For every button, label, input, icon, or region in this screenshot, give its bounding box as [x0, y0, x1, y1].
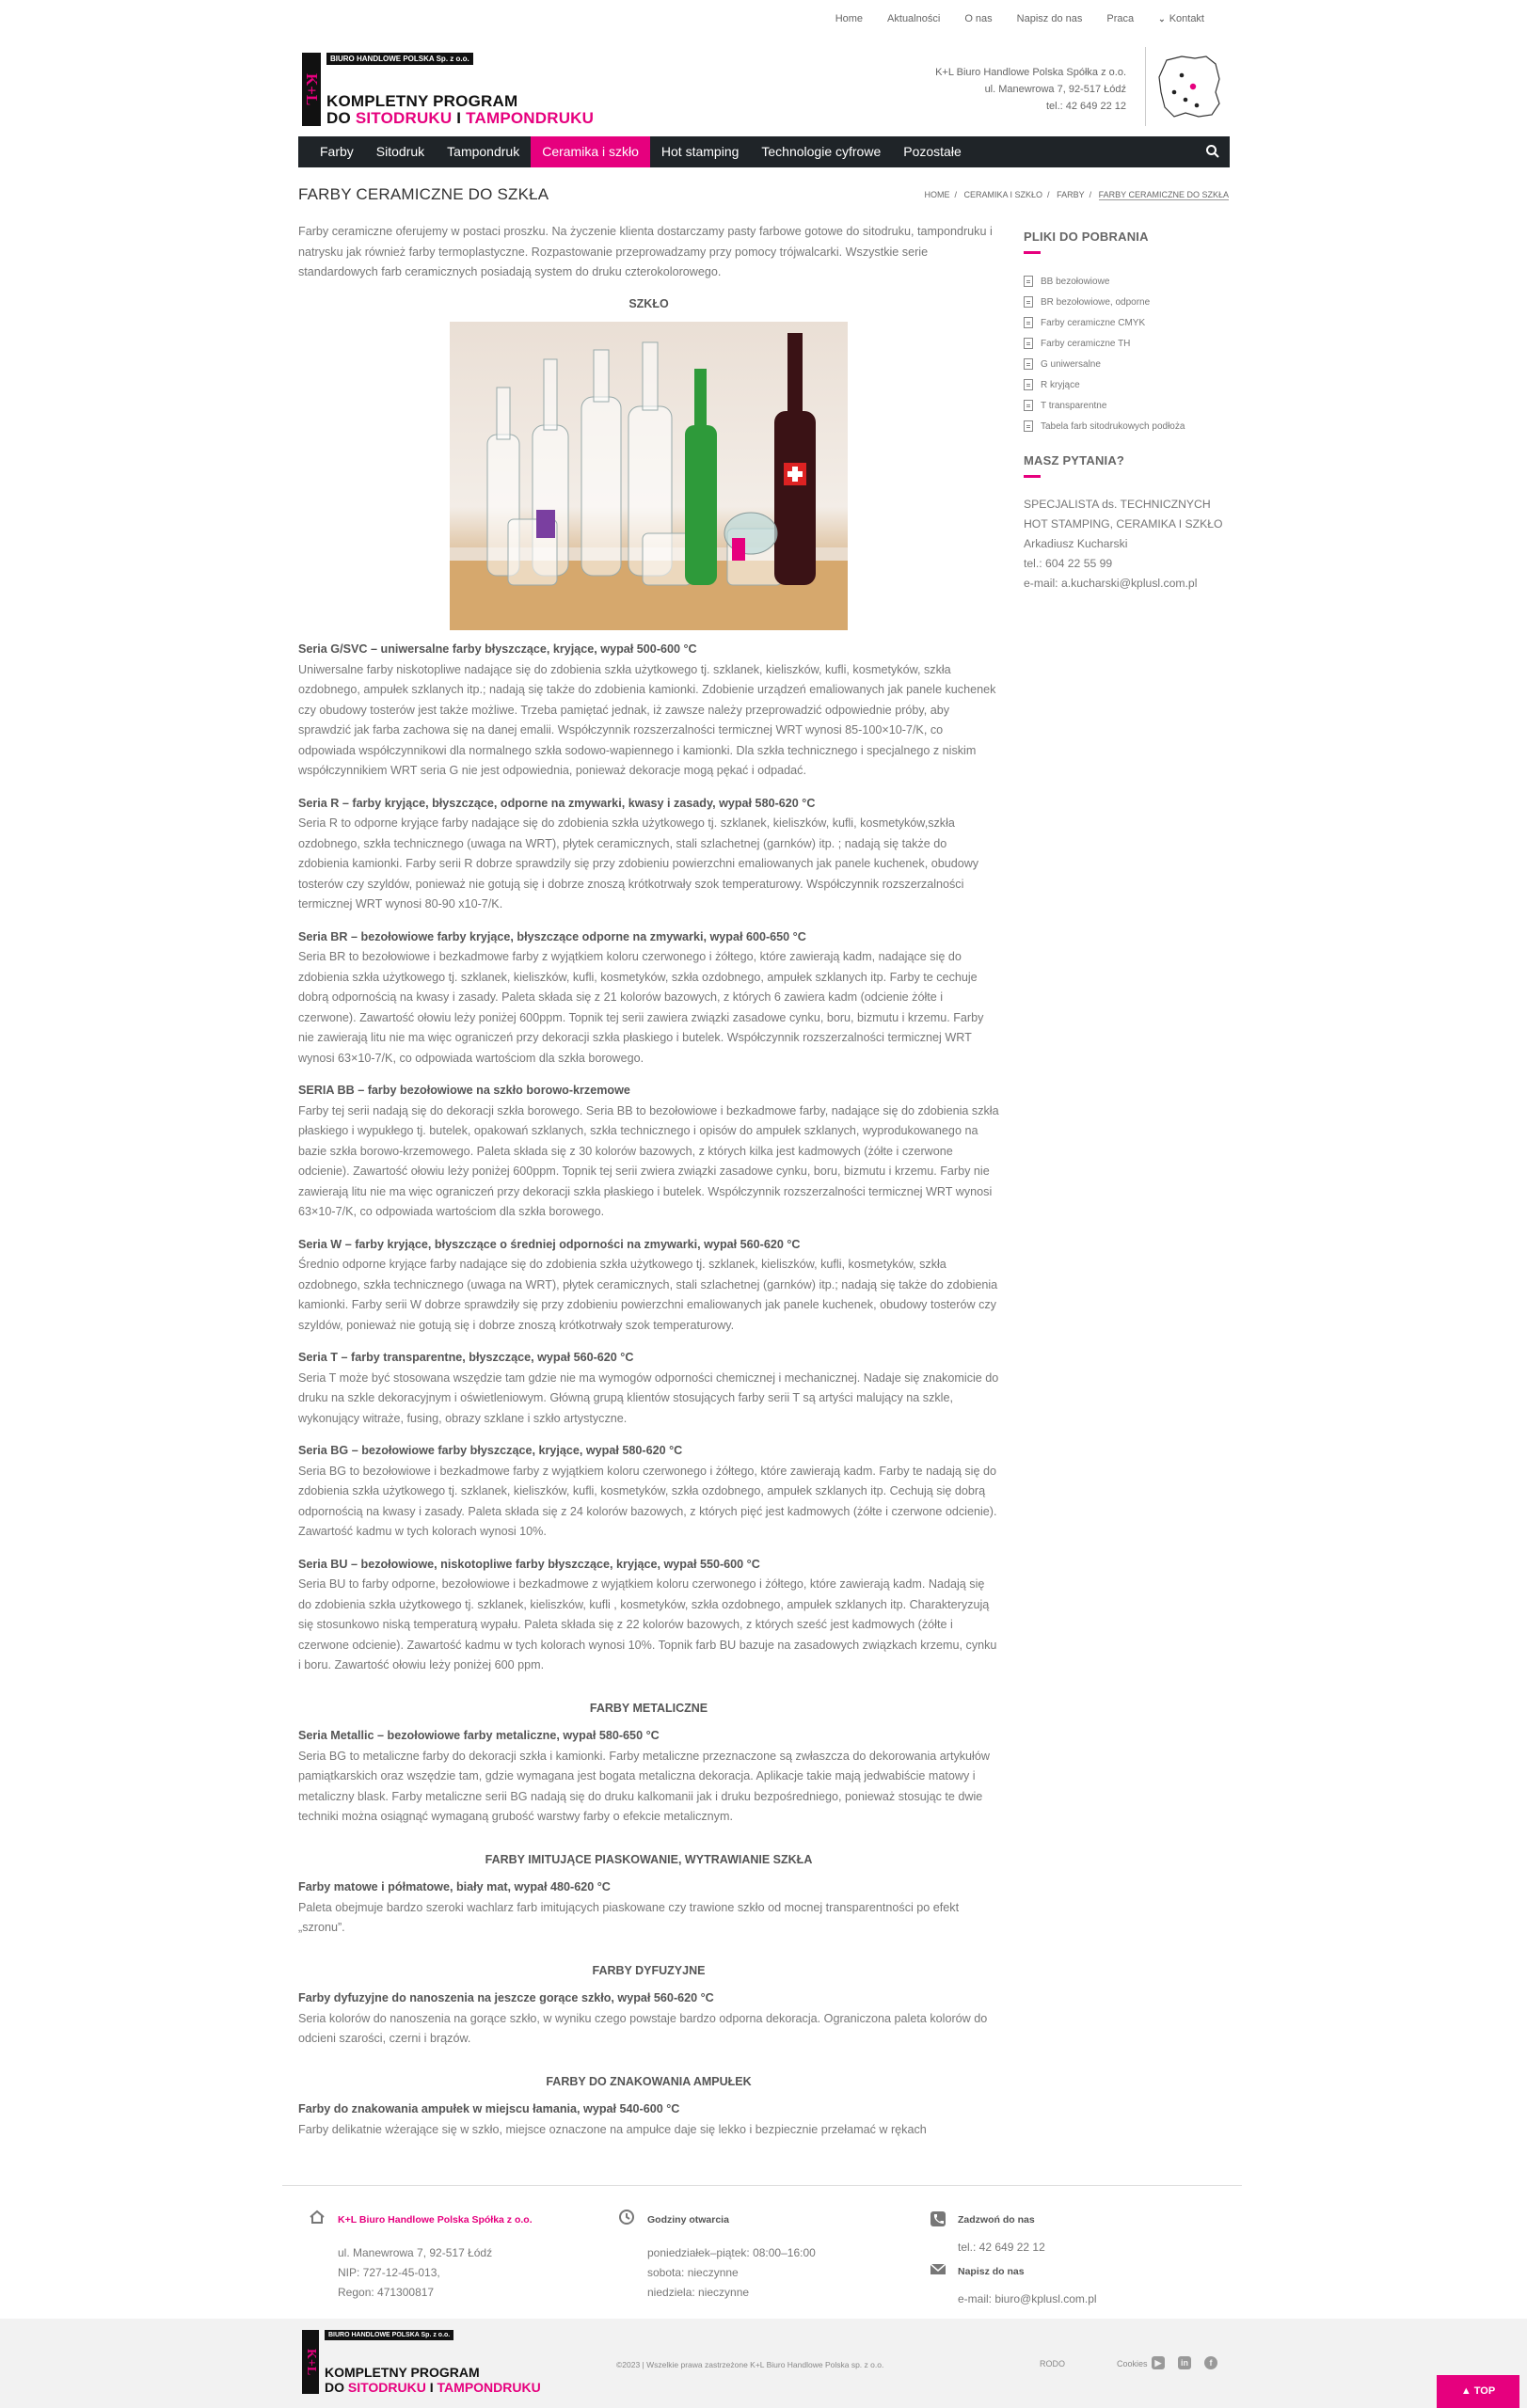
footer-company: [338, 2210, 533, 2303]
group-heading-metallic: FARBY METALICZNE: [589, 1701, 708, 1715]
main-content: [298, 222, 999, 2152]
series-description: Seria BU to farby odporne, bezołowiowe i bezkadmowe z wyjątkiem koloru czerwonego i żółtego, które zawierają kadm. Nadają się do zdobienia szkła użytkowego tj. szklanek, kieliszków, kufli , kosmetyków, szkła ozdobnego, ampułek szklanych itp. Charakteryzują się stosunkowo niską temperaturą wypału. Paleta składa się z 22 kolorów bazowych, z których sześć jest kadmowych (żółte i czerwone odcienie). Zawartość kadmu w tych kolorach wynosi 10%. Topnik farb BU bazuje na zasadowych związkach krzemu, cynku i boru. Zawartość ołowiu leży poniżej 600 ppm.: [298, 1577, 997, 1671]
footer-hours: [647, 2210, 816, 2303]
header-company: K+L Biuro Handlowe Polska Spółka z o.o.: [935, 67, 1126, 78]
series-description: Seria BG to bezołowiowe i bezkadmowe farby z wyjątkiem koloru czerwonego i żółtego, które zawierają kadm. Farby te nadają się do zdobienia szkła użytkowego tj. szklanek, kieliszków, kufli, kosmetyków, szkła ozdobnego, ampułek szklanych itp. Cechują się dobrą odpornością na kwasy i zasady. Paleta składa się z 24 kolorów bazowych, z których pięć jest kadmowych (żółte i czerwone odcienie). Zawartość kadmu w tych kolorach wynosi 10%.: [298, 1464, 997, 1538]
file-icon: [1024, 379, 1033, 390]
footer-write: [958, 2262, 1097, 2309]
series-bb: [298, 1081, 999, 1223]
download-link[interactable]: Farby ceramiczne CMYK: [1024, 312, 1231, 333]
footer-company-heading: K+L Biuro Handlowe Polska Spółka z o.o.: [338, 2214, 533, 2226]
file-icon: [1024, 358, 1033, 370]
series-description: Seria kolorów do nanoszenia na gorące szkło, w wyniku czego powstaje bardzo odporna dekoracja. Ograniczona paleta kolorów do odcieni szarości, czerni i brązów.: [298, 2011, 988, 2045]
series-bu: [298, 1555, 999, 1676]
logo-tagline: BIURO HANDLOWE POLSKA Sp. z o.o.: [326, 53, 473, 65]
phone-icon: [930, 2210, 946, 2227]
topnav-jobs[interactable]: Praca: [1106, 13, 1135, 24]
bottom-bar: [0, 2319, 1527, 2408]
specialist-contact: [1024, 495, 1231, 594]
site-header: [298, 47, 1230, 132]
copyright: ©2023 | Wszelkie prawa zastrzeżone K+L Biuro Handlowe Polska sp. z o.o.: [616, 2360, 884, 2369]
poland-map[interactable]: [1145, 47, 1230, 126]
footer-call: [958, 2210, 1045, 2258]
footer-divider: [282, 2185, 1242, 2186]
logo-line-2: DO SITODRUKU I TAMPONDRUKU: [326, 109, 595, 127]
topnav-home[interactable]: Home: [835, 13, 864, 24]
specialist-phone[interactable]: tel.: 604 22 55 99: [1024, 557, 1113, 570]
breadcrumb-home[interactable]: HOME: [924, 190, 950, 199]
specialist-name: Arkadiusz Kucharski: [1024, 537, 1128, 550]
nav-pad-printing[interactable]: Tampondruk: [447, 144, 520, 159]
nav-paints[interactable]: Farby: [320, 144, 354, 159]
footer-logo[interactable]: [298, 2330, 543, 2396]
top-navigation: [823, 13, 1217, 24]
downloads-list: [1024, 271, 1231, 436]
header-address: ul. Manewrowa 7, 92-517 Łódź: [984, 84, 1126, 95]
series-title: Seria G/SVC – uniwersalne farby błyszczące, kryjące, wypał 500-600 °C: [298, 642, 697, 656]
download-link[interactable]: Farby ceramiczne TH: [1024, 333, 1231, 354]
glass-bottles-photo: [450, 322, 848, 630]
questions-heading: MASZ PYTANIA?: [1024, 453, 1125, 467]
series-title: Seria Metallic – bezołowiowe farby metaliczne, wypał 580-650 °C: [298, 1729, 660, 1742]
file-icon: [1024, 296, 1033, 308]
page-title: FARBY CERAMICZNE DO SZKŁA: [298, 185, 549, 203]
back-to-top-button[interactable]: [1437, 2375, 1519, 2408]
topnav-contact-label: Kontakt: [1169, 13, 1204, 24]
logo-line-1: KOMPLETNY PROGRAM: [326, 92, 518, 110]
sidebar: [1024, 230, 1231, 594]
series-description: Seria BG to metaliczne farby do dekoracji szkła i kamionki. Farby metaliczne przeznaczone są zwłaszcza do dekorowania artykułów pamiątkarskich oraz wszędzie tam, gdzie wymagana jest bogata metaliczna dekoracja. Aplikacje takie mają jedwabiście matowy i metaliczny blask. Farby metaliczne serii BG nadają się do druku kalkomanii jak i druku bezpośredniego, ponieważ stosując te dwie techniki można osiągnąć wymaganą grubość warstwy farby o efekcie metalicznym.: [298, 1749, 990, 1823]
logo-mark: K+L: [302, 2330, 319, 2394]
logo-tagline: BIURO HANDLOWE POLSKA Sp. z o.o.: [325, 2330, 453, 2340]
series-title: Seria BG – bezołowiowe farby błyszczące, kryjące, wypał 580-620 °C: [298, 1444, 683, 1457]
series-w: [298, 1235, 999, 1337]
series-diffusion: [298, 1988, 999, 2050]
series-title: Seria R – farby kryjące, błyszczące, odporne na zmywarki, kwasy i zasady, wypał 580-620 °C: [298, 796, 816, 810]
heading-underline: [1024, 475, 1041, 478]
intro-text: Farby ceramiczne oferujemy w postaci proszku. Na życzenie klienta dostarczamy pasty farbowe gotowe do sitodruku, tampondruku i natrysku jak również farby termoplastyczne. Rozpastowanie przeprowadzamy przy pomocy trójwalcarki. Wszystkie serie standardowych farb ceramicznych posiadają system do druku czterokolorowego.: [298, 225, 993, 278]
linkedin-icon[interactable]: in: [1178, 2356, 1191, 2369]
specialist-role: SPECJALISTA ds. TECHNICZNYCH: [1024, 498, 1211, 511]
series-title: Farby dyfuzyjne do nanoszenia na jeszcze gorące szkło, wypał 560-620 °C: [298, 1991, 714, 2004]
breadcrumb-ceramics[interactable]: CERAMIKA I SZKŁO: [963, 190, 1043, 199]
logo-line-2: DO SITODRUKU I TAMPONDRUKU: [325, 2380, 541, 2395]
file-icon: [1024, 420, 1033, 432]
series-description: Średnio odporne kryjące farby nadające się do zdobienia szkła użytkowego tj. szklanek, kieliszków, kufli, kosmetyków, szkła ozdobnego, szkła technicznego (uwaga na WRT), płytek ceramicznych, stali szlachetnej (garnków) itp.; nadają się także do zdobienia kamionki. Farby serii W dobrze sprawdziły się przy zdobieniu powierzchni emaliowanych jak panele kuchenek, obudowy tosterów czy szyldów, ponieważ nie gotują się i dobrze znoszą krótkotrwały szok temperaturowy.: [298, 1258, 998, 1332]
home-icon: [309, 2209, 326, 2226]
hours-sunday: niedziela: nieczynne: [647, 2286, 750, 2299]
header-contact: [935, 64, 1126, 115]
specialist-email[interactable]: e-mail: a.kucharski@kplusl.com.pl: [1024, 577, 1198, 590]
footer-email[interactable]: e-mail: biuro@kplusl.com.pl: [958, 2292, 1097, 2305]
envelope-icon: [930, 2260, 946, 2277]
download-link[interactable]: Tabela farb sitodrukowych podłoża: [1024, 416, 1231, 436]
logo-line-1: KOMPLETNY PROGRAM: [325, 2365, 480, 2380]
series-description: Paleta obejmuje bardzo szeroki wachlarz farb imitujących piaskowane czy trawione szkło od mocnej transparentności po efekt „szronu”.: [298, 1900, 960, 1934]
series-g-svc: [298, 640, 999, 782]
topnav-contact[interactable]: [1146, 13, 1217, 24]
series-matte: [298, 1877, 999, 1939]
topnav-news[interactable]: Aktualności: [887, 13, 941, 24]
footer-write-heading: Napisz do nas: [958, 2266, 1025, 2277]
hours-weekdays: poniedziałek–piątek: 08:00–16:00: [647, 2246, 816, 2259]
series-title: Farby matowe i półmatowe, biały mat, wypał 480-620 °C: [298, 1880, 611, 1893]
series-description: Seria T może być stosowana wszędzie tam gdzie nie ma wymogów odporności chemicznej i mechanicznej. Nadaje się znakomicie do druku na szkle dekoracyjnym i oświetleniowym. Główną grupą klientów stosujących farby serii T są artyści malujący na szkle, wykonujący witraże, fusing, obrazy szklane i szkło artystyczne.: [298, 1370, 999, 1425]
topnav-write[interactable]: Napisz do nas: [1016, 13, 1083, 24]
cookies-link[interactable]: Cookies: [1117, 2359, 1148, 2368]
logo-mark: K+L: [302, 53, 321, 126]
series-title: Seria W – farby kryjące, błyszczące o średniej odporności na zmywarki, wypał 560-620 °C: [298, 1237, 801, 1251]
glass-heading: SZKŁO: [628, 296, 669, 310]
series-title: SERIA BB – farby bezołowiowe na szkło borowo-krzemowe: [298, 1084, 630, 1097]
breadcrumb-paints[interactable]: FARBY: [1057, 190, 1085, 199]
poland-map-icon: [1153, 51, 1225, 122]
breadcrumb: HOME / CERAMIKA I SZKŁO / FARBY / FARBY CERAMICZNE DO SZKŁA: [924, 190, 1229, 199]
footer-phone[interactable]: tel.: 42 649 22 12: [958, 2241, 1045, 2254]
file-icon: [1024, 317, 1033, 328]
footer-nip: NIP: 727-12-45-013,: [338, 2266, 440, 2279]
series-description: Farby tej serii nadają się do dekoracji szkła borowego. Seria BB to bezołowiowe i bezkadmowe farby, nadające się do zdobienia szkła płaskiego i wypukłego tj. butelek, opakowań szklanych, szkła technicznego i opisów do ampułek szklanych, wyprodukowanego na bazie szkła borowo-krzemowego. Paleta składa się z 30 kolorów bazowych, z których kilka jest kadmowych (żółte i czerwone odcienie). Zawartość ołowiu leży poniżej 600ppm. Topnik tej serii zwiera związki zasadowe cynku, boru, bizmutu i krzemu. Farby nie zawierają litu nie ma więc ograniczeń przy dekoracji szkła płaskiego i butelek. Współczynnik rozszerzalności termicznej WRT wynosi 63×10-7/K, co odpowiada wartościom dla szkła borowego.: [298, 1103, 999, 1218]
chevron-down-icon: ⌄: [1158, 14, 1166, 24]
series-description: Seria BR to bezołowiowe i bezkadmowe farby z wyjątkiem koloru czerwonego i żółtego, które zawierają kadm, nadające się do zdobienia szkła użytkowego tj. szklanek, kieliszków, kufli, kosmetyków, szkła ozdobnego, ampułek szklanych itp. Farby te cechuje dobrą odpornością na kwasy i zasady. Paleta składa się z 21 kolorów bazowych, z których 6 zawiera kadm (odcienie żółte i czerwone). Zawartość ołowiu leży poniżej 600ppm. Topnik tej serii zawiera związki zasadowe cynku, boru, bizmutu i krzemu. Farby nie zawierają litu nie ma więc ograniczeń przy dekoracji szkła płaskiego i butelek. Współczynnik rozszerzalności termicznej WRT wynosi 63×10-7/K, co odpowiada wartościom dla szkła borowego.: [298, 950, 984, 1065]
hours-saturday: sobota: nieczynne: [647, 2266, 739, 2279]
series-metallic: [298, 1726, 999, 1828]
series-title: Seria T – farby transparentne, błyszczące, wypał 560-620 °C: [298, 1351, 634, 1364]
header-phone[interactable]: tel.: 42 649 22 12: [1045, 101, 1126, 112]
nav-hot-stamping[interactable]: Hot stamping: [660, 144, 740, 159]
site-logo[interactable]: [298, 53, 599, 128]
youtube-icon[interactable]: ▶: [1152, 2356, 1165, 2369]
downloads-heading: PLIKI DO POBRANIA: [1024, 230, 1149, 244]
main-navigation: [298, 136, 1230, 167]
arrow-up-icon: ▲: [1460, 2385, 1474, 2397]
series-title: Seria BR – bezołowiowe farby kryjące, błyszczące odporne na zmywarki, wypał 600-650 °C: [298, 929, 806, 943]
rodo-link[interactable]: RODO: [1040, 2359, 1065, 2368]
series-title: Seria BU – bezołowiowe, niskotopliwe farby błyszczące, kryjące, wypał 550-600 °C: [298, 1557, 760, 1571]
download-link[interactable]: R kryjące: [1024, 374, 1231, 395]
group-heading-matte: FARBY IMITUJĄCE PIASKOWANIE, WYTRAWIANIE SZKŁA: [485, 1852, 813, 1866]
series-r: [298, 794, 999, 915]
series-description: Seria R to odporne kryjące farby nadające się do zdobienia szkła użytkowego tj. szklanek, kieliszków, kufli, kosmetyków,szkła ozdobnego, szkła technicznego (uwaga na WRT), płytek ceramicznych, stali szlachetnej (garnków) itp. ; nadają się także do zdobienia kamionki. Farby serii R dobrze sprawdzily się przy zdobieniu powierzchni emaliowanych jak panele kuchenek, obudowy tosterów czy szyldów, ponieważ nie gotują się i dobrze znoszą krótkotrwały szok temperaturowy. Współczynnik rozszerzalności termicznej WRT wynosi 80-90 x10-7/K.: [298, 816, 979, 911]
download-link[interactable]: BB bezołowiowe: [1024, 271, 1231, 292]
nav-digital[interactable]: Technologie cyfrowe: [761, 144, 882, 159]
series-ampoule: [298, 2099, 999, 2140]
topnav-about[interactable]: O nas: [964, 13, 993, 24]
search-icon[interactable]: [1205, 144, 1220, 159]
footer-regon: Regon: 471300817: [338, 2286, 435, 2299]
breadcrumb-current: FARBY CERAMICZNE DO SZKŁA: [1098, 190, 1229, 199]
nav-screen-printing[interactable]: Sitodruk: [375, 144, 425, 159]
series-t: [298, 1348, 999, 1429]
file-icon: [1024, 276, 1033, 287]
footer-call-heading: Zadzwoń do nas: [958, 2214, 1035, 2226]
specialist-area: HOT STAMPING, CERAMIKA I SZKŁO: [1024, 517, 1223, 531]
group-heading-diffusion: FARBY DYFUZYJNE: [592, 1963, 706, 1977]
download-link[interactable]: T transparentne: [1024, 395, 1231, 416]
series-description: Farby delikatnie wżerające się w szkło, miejsce oznaczone na ampułce daje się lekko i bezpiecznie przełamać w rękach: [298, 2122, 927, 2136]
group-heading-ampoule: FARBY DO ZNAKOWANIA AMPUŁEK: [546, 2074, 752, 2088]
clock-icon: [618, 2209, 635, 2226]
social-links: [1152, 2356, 1217, 2369]
file-icon: [1024, 338, 1033, 349]
footer-hours-heading: Godziny otwarcia: [647, 2214, 729, 2226]
footer-links: [1040, 2359, 1148, 2368]
series-br: [298, 927, 999, 1069]
footer-address: ul. Manewrowa 7, 92-517 Łódź: [338, 2246, 493, 2259]
series-description: Uniwersalne farby niskotopliwe nadające się do zdobienia szkła użytkowego tj. szklanek, kieliszków, kufli, kosmetyków, szkła ozdobnego, ampułek szklanych itp.; nadają się także do zdobienia kamionki. Zdobienie urządzeń emaliowanych jak panele kuchenek czy obudowy tosterów jest także możliwe. Trzeba pamiętać jednak, iż zawsze należy przeprowadzić odpowiednie próby, aby sprawdzić jak farba zachowa się na danej emalii. Współczynnik rozszerzalności termicznej WRT wynosi 85-100×10-7/K, co odpowiada współczynnikowi dla normalnego szkła sodowo-wapiennego i kamionki. Dla szkła technicznego i specjalnego z niskim współczynnikiem WRT seria G nie jest odpowiednia, ponieważ dekoracje mogą pękać i odpadać.: [298, 662, 996, 777]
download-link[interactable]: BR bezołowiowe, odporne: [1024, 292, 1231, 312]
top-label: TOP: [1473, 2385, 1496, 2397]
nav-ceramics-glass[interactable]: Ceramika i szkło: [531, 136, 650, 167]
nav-other[interactable]: Pozostałe: [903, 144, 962, 159]
facebook-icon[interactable]: f: [1204, 2356, 1217, 2369]
download-link[interactable]: G uniwersalne: [1024, 354, 1231, 374]
heading-underline: [1024, 251, 1041, 254]
series-bg: [298, 1441, 999, 1543]
file-icon: [1024, 400, 1033, 411]
series-title: Farby do znakowania ampułek w miejscu łamania, wypał 540-600 °C: [298, 2102, 680, 2115]
